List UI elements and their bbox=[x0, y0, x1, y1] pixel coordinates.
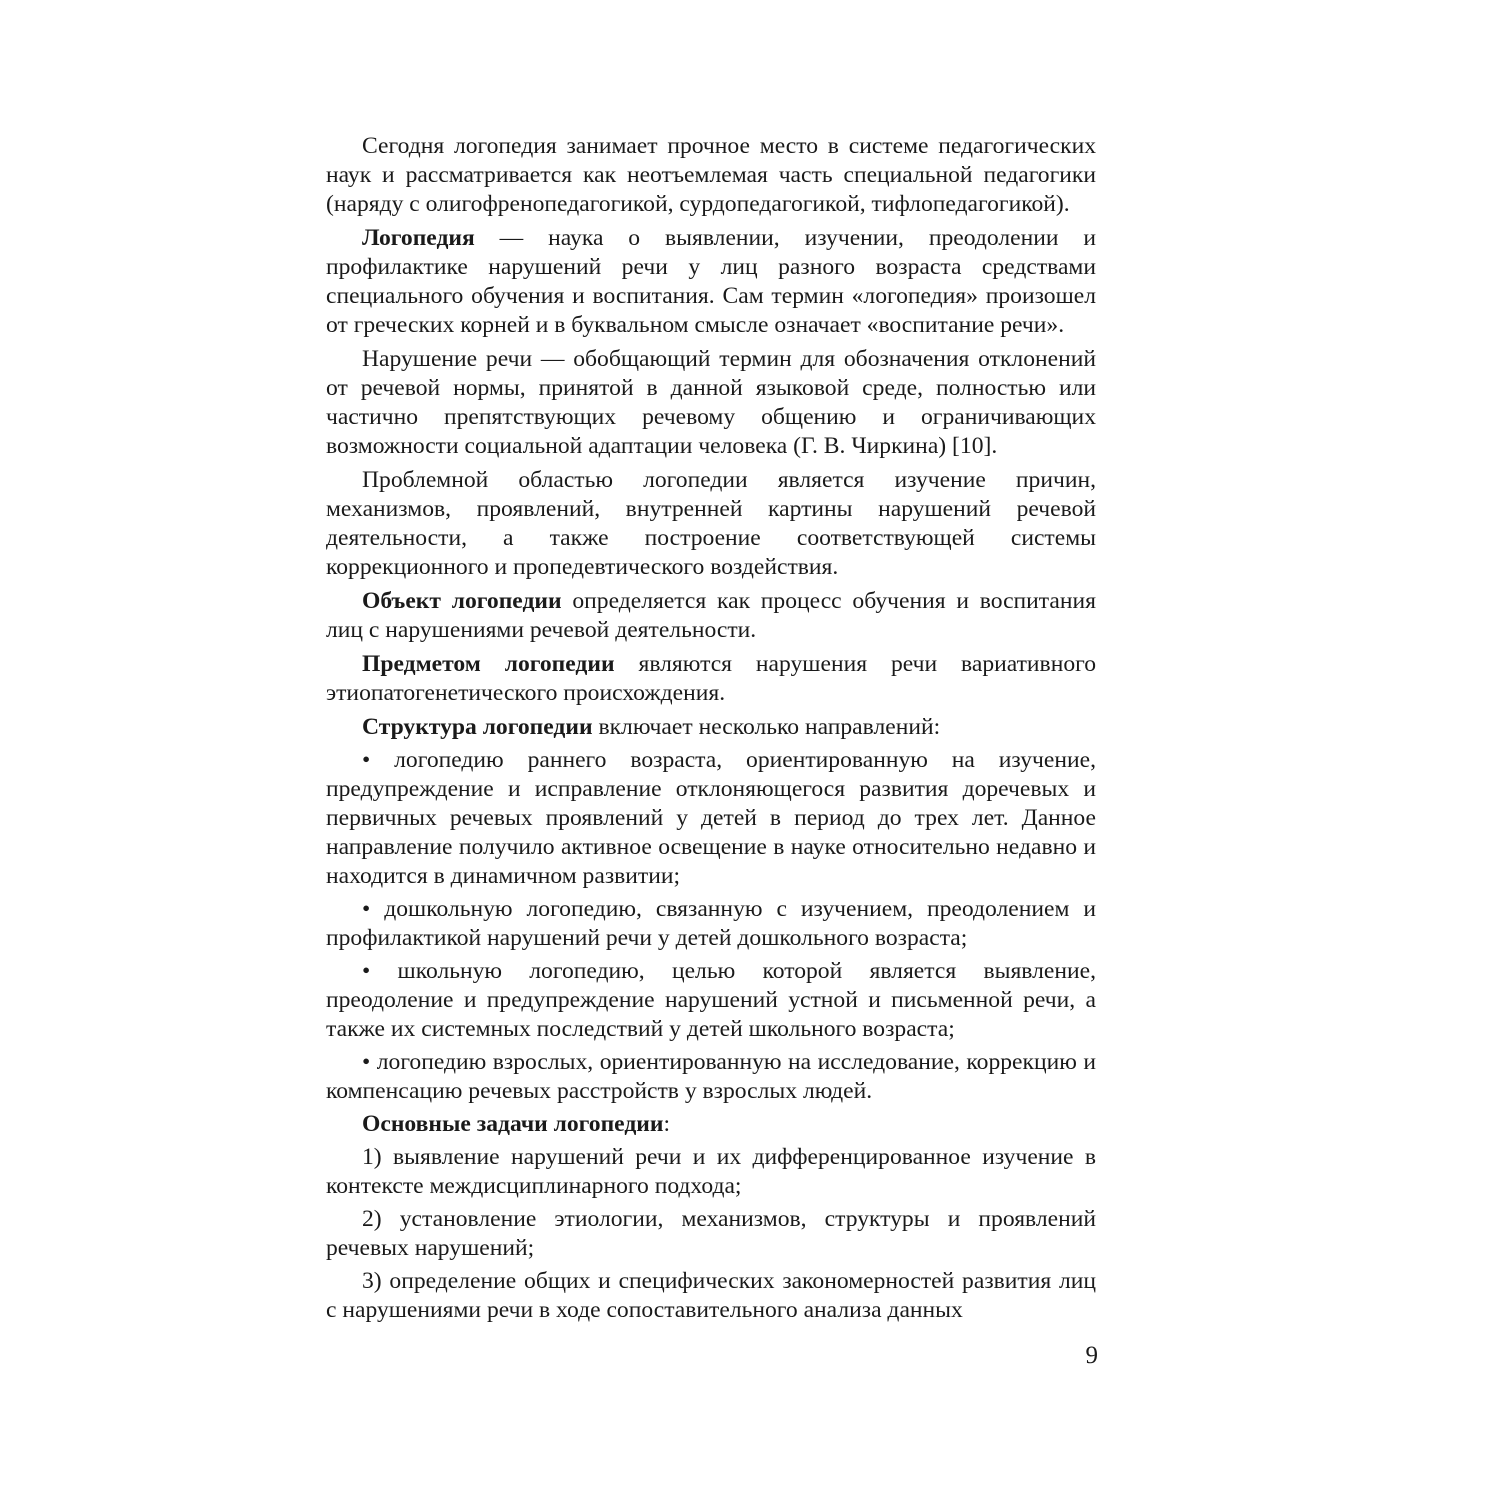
term-bold: Основные задачи логопедии bbox=[362, 1111, 664, 1137]
list-item bbox=[326, 1143, 1096, 1201]
list-item bbox=[326, 746, 1096, 891]
paragraph-problem-area bbox=[326, 466, 1096, 582]
paragraph-text: • школьную логопедию, целью которой является выявление, преодоление и предупреждение нарушений устной и письменной речи, а также их системных последствий у детей школьного возраста; bbox=[326, 958, 1096, 1042]
page-text bbox=[326, 132, 1096, 1329]
paragraph-text: : bbox=[663, 1111, 671, 1137]
paragraph-speech-disorder bbox=[326, 345, 1096, 461]
paragraph-text: • дошкольную логопедию, связанную с изучением, преодолением и профилактикой нарушений речи у детей дошкольного возраста; bbox=[326, 896, 1096, 951]
paragraph-intro bbox=[326, 132, 1096, 219]
paragraph-subject bbox=[326, 650, 1096, 708]
list-item bbox=[326, 1048, 1096, 1106]
paragraph-text: Проблемной областью логопедии является изучение причин, механизмов, проявлений, внутренней картины нарушений речевой деятельности, а также построение соответствующей системы коррекционного и пропедевтического воздействия. bbox=[326, 467, 1096, 580]
paragraph-object bbox=[326, 587, 1096, 645]
paragraph-text: Сегодня логопедия занимает прочное место в системе педагогических наук и рассматривается как неотъемлемая часть специальной педагогики (наряду с олигофренопедагогикой, сурдопедагогикой, тифлопедагогикой). bbox=[326, 133, 1096, 217]
paragraph-text: являются нарушения речи вариативного этиопатогенетического происхождения. bbox=[326, 651, 1096, 706]
paragraph-text: — наука о выявлении, изучении, преодолении и профилактике нарушений речи у лиц разного возраста средствами специального обучения и воспитания. Сам термин «логопедия» произошел от греческих корней и в буквальном смысле означает «воспитание речи». bbox=[326, 225, 1096, 338]
term-bold: Предметом логопедии bbox=[362, 651, 615, 677]
paragraph-text: 2) установление этиологии, механизмов, структуры и проявлений речевых нарушений; bbox=[326, 1206, 1096, 1261]
paragraph-tasks-heading bbox=[326, 1110, 1096, 1139]
list-item bbox=[326, 895, 1096, 953]
page-number: 9 bbox=[1085, 1342, 1098, 1369]
paragraph-text: • логопедию взрослых, ориентированную на исследование, коррекцию и компенсацию речевых расстройств у взрослых людей. bbox=[326, 1049, 1096, 1104]
list-item bbox=[326, 1267, 1096, 1325]
paragraph-definition bbox=[326, 224, 1096, 340]
paragraph-text: 1) выявление нарушений речи и их дифференцированное изучение в контексте междисциплинарного подхода; bbox=[326, 1144, 1096, 1199]
term-bold: Структура логопедии bbox=[362, 714, 593, 740]
paragraph-text: Нарушение речи — обобщающий термин для обозначения отклонений от речевой нормы, принятой в данной языковой среде, полностью или частично препятствующих речевому общению и ограничивающих возможности социальной адаптации человека (Г. В. Чиркина) [10]. bbox=[326, 346, 1096, 459]
term-bold: Логопедия bbox=[362, 225, 475, 251]
paragraph-text: 3) определение общих и специфических закономерностей развития лиц с нарушениями речи в ходе сопоставительного анализа данных bbox=[326, 1268, 1096, 1323]
term-bold: Объект логопедии bbox=[362, 588, 562, 614]
paragraph-text: определяется как процесс обучения и воспитания лиц с нарушениями речевой деятельности. bbox=[326, 588, 1096, 643]
paragraph-structure bbox=[326, 713, 1096, 742]
paragraph-text: • логопедию раннего возраста, ориентированную на изучение, предупреждение и исправление отклоняющегося развития доречевых и первичных речевых проявлений у детей в период до трех лет. Данное направление получило активное освещение в науке относительно недавно и находится в динамичном развитии; bbox=[326, 747, 1096, 889]
paragraph-text: включает несколько направлений: bbox=[592, 714, 941, 740]
list-item bbox=[326, 1205, 1096, 1263]
list-item bbox=[326, 957, 1096, 1044]
